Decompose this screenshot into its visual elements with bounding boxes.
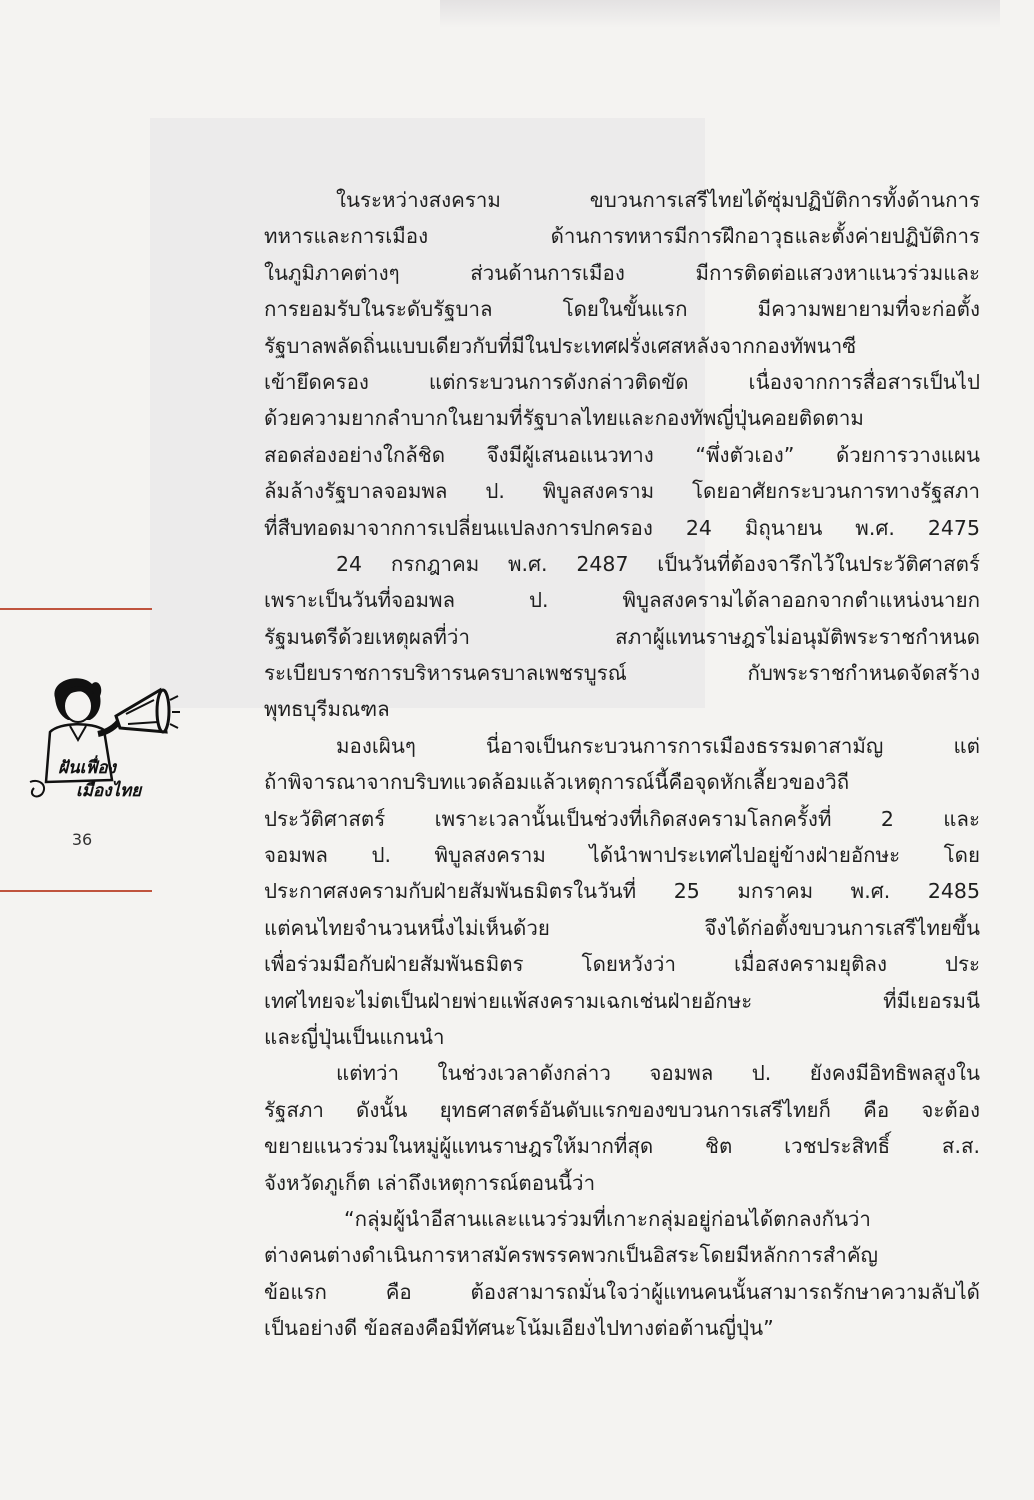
logo-text-1: ฝันเฟื่อง: [58, 758, 116, 778]
text-line: ในภูมิภาคต่างๆ ส่วนด้านการเมือง มีการติดต่อแสวงหาแนวร่วมและ: [264, 260, 980, 285]
top-margin-rule: [0, 608, 152, 610]
man-with-megaphone-icon: [20, 670, 180, 810]
text-line: ที่สืบทอดมาจากการเปลี่ยนแปลงการปกครอง 24 มิถุนายน พ.ศ. 2475: [264, 515, 980, 540]
text-line: ประวัติศาสตร์ เพราะเวลานั้นเป็นช่วงที่เกิดสงครามโลกครั้งที่ 2 และ: [264, 806, 980, 831]
text-line: และญี่ปุ่นเป็นแกนนำ: [264, 1024, 445, 1049]
quote-line: ข้อแรก คือ ต้องสามารถมั่นใจว่าผู้แทนคนนั้นสามารถรักษาความลับได้: [264, 1279, 980, 1304]
text-line: ถ้าพิจารณาจากบริบทแวดล้อมแล้วเหตุการณ์นี้คือจุดหักเลี้ยวของวิถี: [264, 770, 850, 795]
quote-line: ต่างคนต่างดำเนินการหาสมัครพรรคพวกเป็นอิสระโดยมีหลักการสำคัญ: [264, 1243, 878, 1268]
text-line: รัฐมนตรีด้วยเหตุผลที่ว่า สภาผู้แทนราษฎรไม่อนุมัติพระราชกำหนด: [264, 624, 980, 649]
text-line: พุทธบุรีมณฑล: [264, 697, 390, 722]
text-line: แต่คนไทยจำนวนหนึ่งไม่เห็นด้วย จึงได้ก่อตั้งขบวนการเสรีไทยขึ้น: [264, 915, 980, 940]
text-line: แต่ทว่า ในช่วงเวลาดังกล่าว จอมพล ป. ยังคงมีอิทธิพลสูงใน: [336, 1061, 980, 1086]
text-line: รัฐสภา ดังนั้น ยุทธศาสตร์อันดับแรกของขบวนการเสรีไทยก็ คือ จะต้อง: [264, 1097, 980, 1122]
page-number: 36: [71, 830, 93, 849]
text-line: ล้มล้างรัฐบาลจอมพล ป. พิบูลสงคราม โดยอาศัยกระบวนการทางรัฐสภา: [264, 479, 980, 504]
text-line: เทศไทยจะไม่ตเป็นฝ่ายพ่ายแพ้สงครามเฉกเช่นฝ่ายอักษะ ที่มีเยอรมนี: [264, 988, 980, 1013]
text-line: เข้ายึดครอง แต่กระบวนการดังกล่าวติดขัด เนื่องจากการสื่อสารเป็นไป: [264, 369, 980, 394]
text-line: มองเผินๆ นี่อาจเป็นกระบวนการการเมืองธรรมดาสามัญ แต่: [336, 733, 980, 758]
logo-text-2: เมืองไทย: [76, 781, 142, 801]
quote-line: เป็นอย่างดี ข้อสองคือมีทัศนะโน้มเอียงไปทางต่อต้านญี่ปุ่น”: [264, 1316, 774, 1341]
text-line: เพราะเป็นวันที่จอมพล ป. พิบูลสงครามได้ลาออกจากตำแหน่งนายก: [264, 588, 980, 613]
text-line: จังหวัดภูเก็ต เล่าถึงเหตุการณ์ตอนนี้ว่า: [264, 1170, 596, 1195]
text-line: ระเบียบราชการบริหารนครบาลเพชรบูรณ์ กับพระราชกำหนดจัดสร้าง: [264, 661, 980, 686]
text-line: ประกาศสงครามกับฝ่ายสัมพันธมิตรในวันที่ 25 มกราคม พ.ศ. 2485: [264, 879, 980, 904]
text-line: ทหารและการเมือง ด้านการทหารมีการฝึกอาวุธและตั้งค่ายปฏิบัติการ: [264, 224, 980, 249]
text-line: จอมพล ป. พิบูลสงคราม ได้นำพาประเทศไปอยู่ข้างฝ่ายอักษะ โดย: [264, 843, 980, 868]
text-line: ในระหว่างสงคราม ขบวนการเสรีไทยได้ซุ่มปฏิบัติการทั้งด้านการ: [336, 188, 980, 212]
text-line: ขยายแนวร่วมในหมู่ผู้แทนราษฎรให้มากที่สุด ชิต เวชประสิทธิ์ ส.ส.: [264, 1134, 980, 1159]
quote-line: “กลุ่มผู้นำอีสานและแนวร่วมที่เกาะกลุ่มอยู่ก่อนได้ตกลงกันว่า: [344, 1206, 871, 1231]
text-line: เพื่อร่วมมือกับฝ่ายสัมพันธมิตร โดยหวังว่า เมื่อสงครามยุติลง ประ: [264, 952, 980, 977]
text-line: 24 กรกฎาคม พ.ศ. 2487 เป็นวันที่ต้องจารึกไว้ในประวัติศาสตร์: [336, 551, 980, 576]
bottom-margin-rule: [0, 890, 152, 892]
text-line: รัฐบาลพลัดถิ่นแบบเดียวกับที่มีในประเทศฝรั่งเศสหลังจากกองทัพนาซี: [264, 333, 857, 358]
text-line: การยอมรับในระดับรัฐบาล โดยในขั้นแรก มีความพยายามที่จะก่อตั้ง: [264, 297, 980, 322]
body-text: [264, 182, 980, 1347]
text-line: ด้วยความยากลำบากในยามที่รัฐบาลไทยและกองทัพญี่ปุ่นคอยติดตาม: [264, 406, 864, 431]
bleed-through-shadow: [440, 0, 1000, 28]
text-line: สอดส่องอย่างใกล้ชิด จึงมีผู้เสนอแนวทาง “พึ่งตัวเอง” ด้วยการวางแผน: [264, 442, 980, 467]
